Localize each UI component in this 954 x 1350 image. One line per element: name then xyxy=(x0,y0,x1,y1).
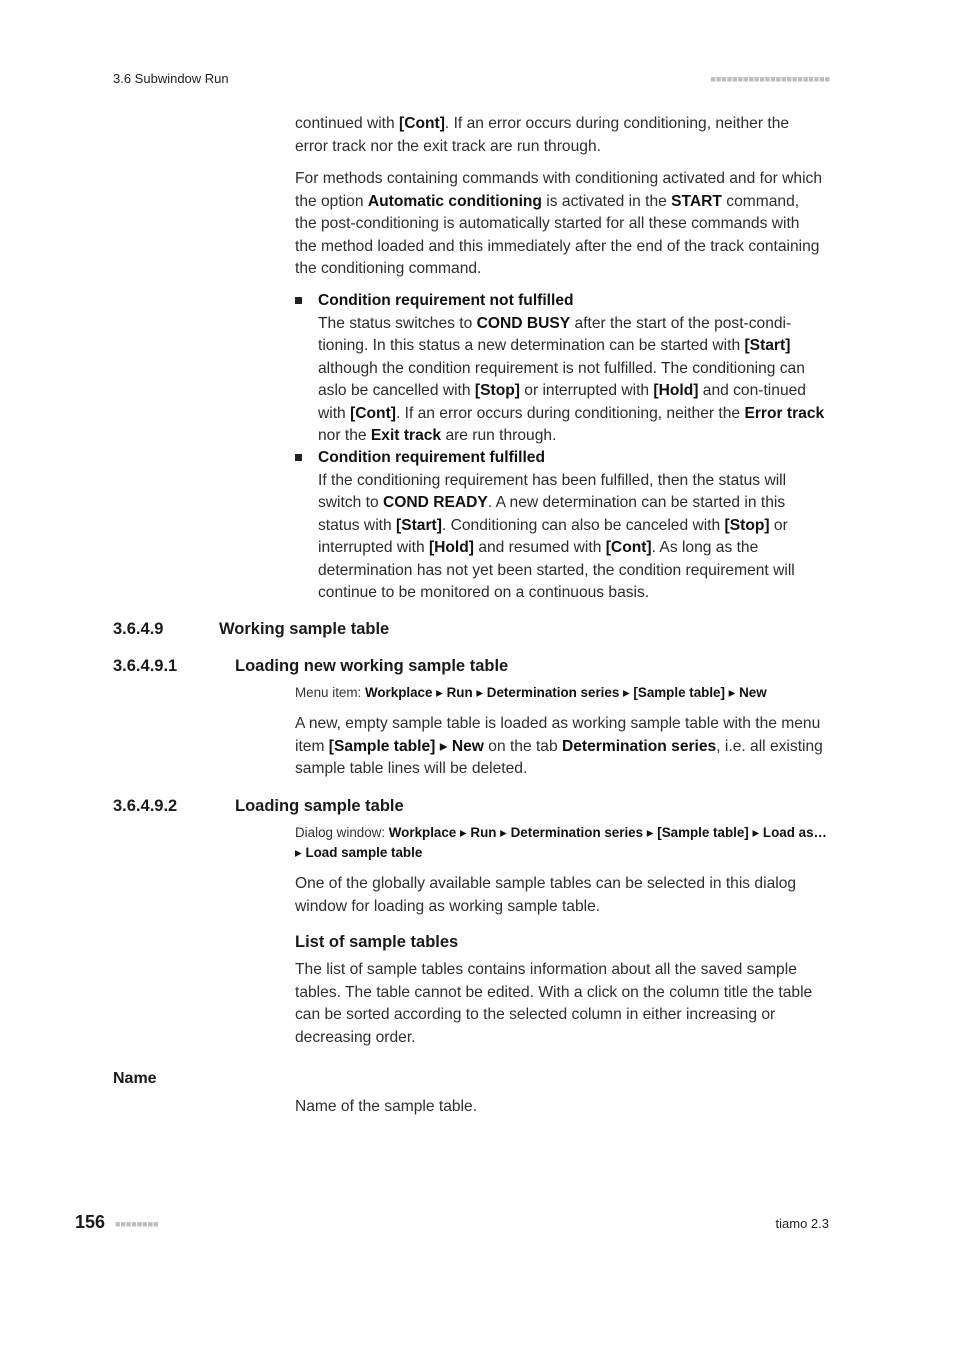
section-heading-loading-new: 3.6.4.9.1 Loading new working sample table xyxy=(113,657,509,675)
paragraph-load-sample-table: One of the globally available sample tables can be selected in this dialog window for loading as working sample table. xyxy=(295,875,797,915)
paragraph-new-sample-table: A new, empty sample table is loaded as working sample table with the menu item [Sample table] ▸ New on the tab Determination series, i.e. all existing sample table lines will be deleted. xyxy=(295,715,823,777)
dialog-window-path: Dialog window: Workplace ▸ Run ▸ Determination series ▸ [Sample table] ▸ Load as… ▸ Load sample table xyxy=(295,825,827,860)
paragraph-list-description: The list of sample tables contains information about all the saved sample tables. The table cannot be edited. With a click on the column title the table can be sorted according to the selected column in either increasing or decreasing order. xyxy=(295,961,813,1046)
paragraph-post-conditioning: For methods containing commands with conditioning activated and for which the option Automatic conditioning is activated in the START command, the post-conditioning is automatically started for all these commands with the method loaded and this immediately after the end of the track containing the conditioning command. xyxy=(295,170,823,277)
running-header-section: 3.6 Subwindow Run xyxy=(113,71,229,86)
bullet-text: If the conditioning requirement has been fulfilled, then the status will switch to COND READY. A new determination can be started in this status with [Start]. Conditioning can also be canceled with [Stop] or interrupted with [Hold] and resumed with [Cont]. As long as the determination has not yet been started, the condition requirement will continue to be monitored on a continuous basis. xyxy=(318,471,795,601)
field-description-name: Name of the sample table. xyxy=(295,1098,478,1115)
bullet-square-icon xyxy=(295,454,302,461)
paragraph-continued: continued with [Cont]. If an error occurs during conditioning, neither the error track nor the exit track are run through. xyxy=(295,115,790,155)
footer-decoration-dots: ■■■■■■■■ xyxy=(115,1219,159,1229)
section-heading-working-sample-table: 3.6.4.9 Working sample table xyxy=(113,620,390,638)
subheading-list-of-sample-tables: List of sample tables xyxy=(295,933,459,951)
section-heading-loading-sample-table: 3.6.4.9.2 Loading sample table xyxy=(113,797,404,815)
bullet-title: Condition requirement fulfilled xyxy=(318,449,545,466)
header-decoration-dots: ■■■■■■■■■■■■■■■■■■■■■■ xyxy=(710,74,830,84)
bullet-item-not-fulfilled xyxy=(295,290,825,448)
page-number: 156 xyxy=(75,1212,106,1232)
bullet-square-icon xyxy=(295,297,302,304)
product-name: tiamo 2.3 xyxy=(775,1216,829,1231)
field-label-name: Name xyxy=(113,1070,157,1087)
menu-item-path: Menu item: Workplace ▸ Run ▸ Determination series ▸ [Sample table] ▸ New xyxy=(295,685,767,700)
bullet-title: Condition requirement not fulfilled xyxy=(318,292,574,309)
bullet-text: The status switches to COND BUSY after the start of the post-condi-tioning. In this status a new determination can be started with [Start] although the condition requirement is not fulfilled. The conditioning can aslo be cancelled with [Stop] or interrupted with [Hold] and con-tinued with [Cont]. If an error occurs during conditioning, neither the Error track nor the Exit track are run through. xyxy=(318,314,825,444)
bullet-item-fulfilled xyxy=(295,447,825,605)
